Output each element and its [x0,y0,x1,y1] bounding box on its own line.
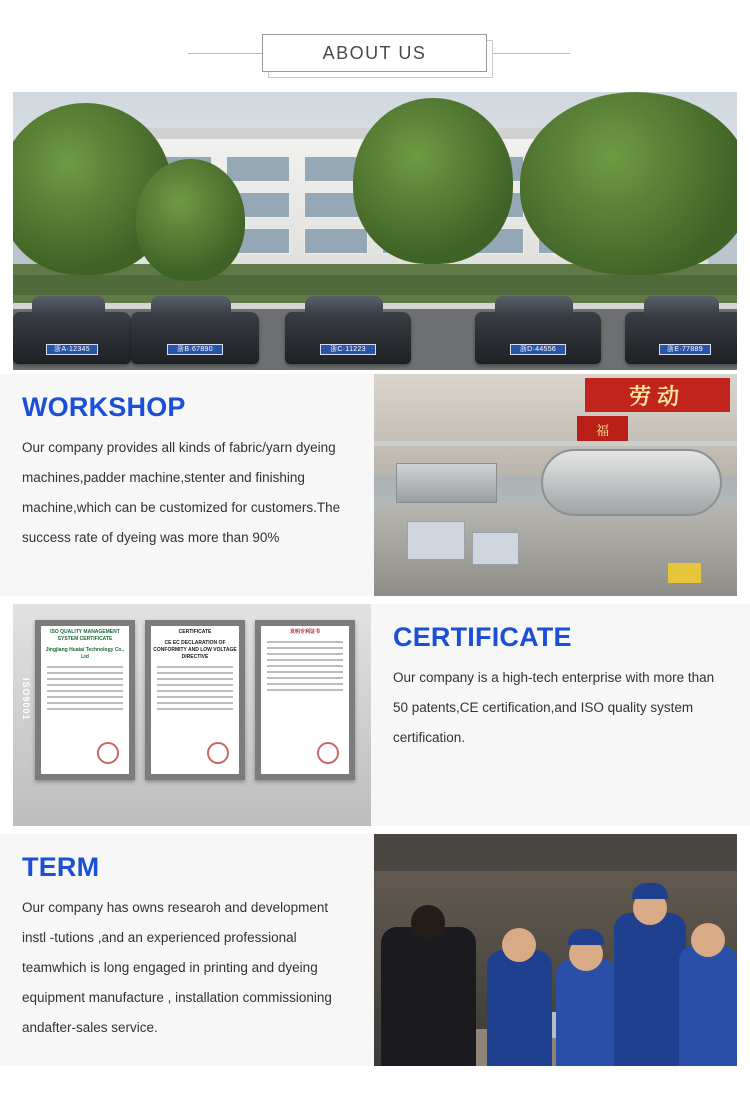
section-title-workshop: WORKSHOP [22,392,186,422]
hero-window [226,156,290,182]
section-body-term: Our company has owns researoh and development instl -tutions ,and an experienced professional teamwhich is long engaged in printing and dyeing equipment manufacture , installation commissioning andafter-sales service. [22,900,332,1035]
certificate-text-lines [261,637,349,699]
hero-car-cabin [305,296,383,318]
hero-car [285,312,411,364]
certificate-seal [207,742,229,764]
workshop-machine-secondary [396,463,498,503]
section-workshop-text [0,374,374,596]
certificate-seal [317,742,339,764]
section-certificate-text [371,604,750,826]
hero-car-plate: 浙B·67890 [167,344,223,355]
hero-car [13,312,131,364]
hero-car [131,312,259,364]
certificate-text-lines [41,662,129,718]
team-person-head [411,905,445,939]
hero-car-cabin [495,296,573,318]
certificate-frame [255,620,355,780]
team-person-head [691,923,725,957]
workshop-dyeing-machine [541,449,723,516]
certificate-subheading: CE EC DECLARATION OF CONFORMITY AND LOW VOLTAGE DIRECTIVE [153,640,237,660]
page-header [0,0,750,92]
hero-car [625,312,737,364]
certificates-photo [13,604,371,826]
team-person [487,950,552,1066]
hero-car-plate: 浙E·77889 [659,344,712,355]
team-person [614,913,687,1066]
hero-hedge [13,275,737,294]
team-photo [374,834,737,1066]
hero-car-cabin [151,296,230,318]
certificate-frame [145,620,245,780]
workshop-pipe [374,441,737,446]
team-person-cap [632,883,668,899]
hero-tree [136,159,245,281]
section-title-term: TERM [22,852,100,882]
hero-car-plate: 浙A·12345 [46,344,98,355]
certificate-frame [35,620,135,780]
section-body-workshop: Our company provides all kinds of fabric/yarn dyeing machines,padder machine,stenter and finishing machine,which can be customized for customers.The success rate of dyeing was more than 90% [22,440,341,545]
hero-car-cabin [644,296,718,318]
workshop-banner: 劳动 [585,378,730,411]
certificate-subheading: Jingjiang Huatai Technology Co., Ltd [45,647,125,660]
certificate-heading: 发明专利证书 [289,629,320,635]
team-person-cap [568,929,604,945]
workshop-crate [407,521,465,561]
hero-tree [520,92,737,275]
certificate-heading: ISO QUALITY MANAGEMENT SYSTEM CERTIFICATE [50,629,120,642]
certificates-side-label: ISO9001 [21,678,31,721]
certificate-seal [97,742,119,764]
team-person [556,959,618,1066]
certificate-heading: CERTIFICATE [178,629,212,635]
hero-image [13,92,737,370]
hero-car-plate: 浙C·11223 [320,344,375,355]
team-roof [374,834,737,871]
hero-window [304,228,368,254]
workshop-crate [472,532,519,565]
team-person [679,945,737,1066]
team-person-head [502,928,536,962]
team-person [381,927,475,1066]
workshop-photo [374,374,737,596]
hero-car-plate: 浙D·44556 [510,344,565,355]
workshop-banner-secondary: 福 [577,416,628,443]
certificate-text-lines [151,662,239,718]
section-body-certificate: Our company is a high-tech enterprise with more than 50 patents,CE certification,and ISO quality system certification. [393,670,715,745]
hero-car [475,312,601,364]
section-term-text [0,834,374,1066]
hero-tree [353,98,512,265]
workshop-safety-marker [668,563,701,583]
page-title: ABOUT US [322,42,427,63]
page-title-box [262,34,487,72]
hero-car-cabin [32,296,105,318]
section-title-certificate: CERTIFICATE [393,622,572,652]
